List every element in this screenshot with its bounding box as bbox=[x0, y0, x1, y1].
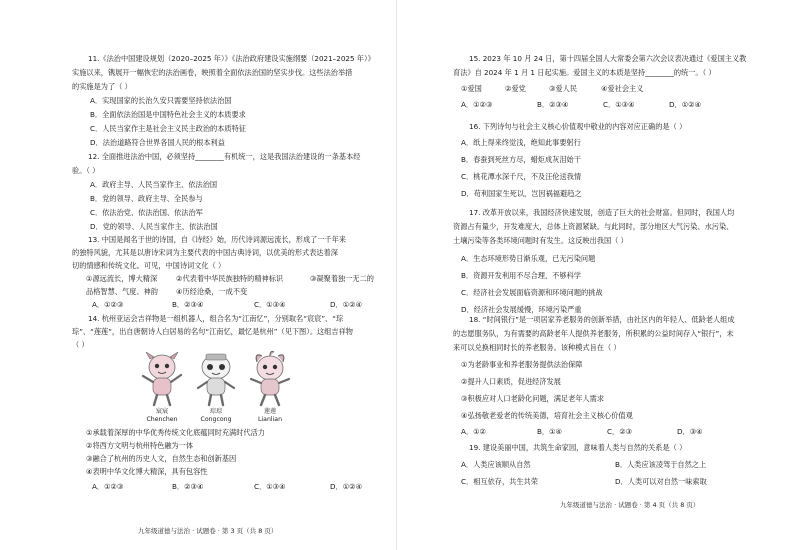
q12-line-2: 验。（ ） bbox=[72, 166, 100, 175]
q13-item-2: ②代表着中华民族独特的精神标识 bbox=[176, 274, 284, 283]
q17-option-b: B．资源开发利用不尽合理，不够科学 bbox=[461, 271, 581, 280]
q15-item-4: ④爱社会主义 bbox=[601, 84, 644, 93]
q14-item-2: ②将西方文明与杭州特色融为一体 bbox=[86, 441, 194, 450]
q14-option-d: D．①②④ bbox=[330, 482, 363, 491]
mascot-lianlian-image bbox=[244, 350, 296, 408]
q19-option-a: A．人类应该顺从自然 bbox=[461, 460, 531, 469]
q19-option-b: B．人类应该凌驾于自然之上 bbox=[615, 460, 707, 469]
q16-line-1: 16. 下列诗句与社会主义核心价值观中敬业的内容对应正确的是（ ） bbox=[469, 122, 687, 131]
q12-option-b: B．党的领导、政府主导、全民参与 bbox=[90, 194, 203, 203]
mascot-chenchen-image bbox=[136, 350, 188, 408]
q15-option-a: A．①②③ bbox=[461, 100, 493, 109]
q11-option-c: C．人民当家作主是社会主义民主政治的本质特征 bbox=[90, 124, 246, 133]
q12-option-c: C．依法治党、依法治国、依法治军 bbox=[90, 208, 203, 217]
q16-option-b: B．春蚕到死丝方尽，蜡炬成灰泪始干 bbox=[461, 155, 581, 164]
q15-line-2: 育法》自 2024 年 1 月 1 日起实施。爱国主义的本质是坚持________的统一。（ ） bbox=[453, 68, 716, 77]
q18-option-d: D．③④ bbox=[677, 427, 703, 436]
q16-option-d: D．苟利国家生死以，岂因祸福避趋之 bbox=[461, 189, 582, 198]
q14-line-1: 14. 杭州亚运会吉祥物是一组机器人，组合名为“江南忆”，分别取名“宸宸”、“琮 bbox=[88, 314, 344, 323]
q11-line-3: 的实施是为了（ ） bbox=[72, 82, 132, 91]
q15-option-d: D．①②④ bbox=[669, 100, 702, 109]
mascot-congcong-en: Congcong bbox=[200, 416, 232, 423]
mascot-chenchen-en: Chenchen bbox=[146, 416, 178, 423]
q19-line-1: 19. 建设美丽中国，共筑生命家园，意味着人类与自然的关系是（ ） bbox=[469, 443, 687, 452]
mascot-lianlian-en: Lianlian bbox=[257, 416, 283, 423]
q14-line-3: （ ） bbox=[72, 340, 89, 349]
q18-line-1: 18. “时间银行”是一项居家养老服务的创新举措，由社区内的年轻人、低龄老人组成 bbox=[469, 315, 735, 324]
mascot-congcong-image bbox=[190, 350, 242, 408]
q18-option-c: C．②③ bbox=[607, 427, 633, 436]
mascot-lianlian-cn: 莲莲 bbox=[263, 408, 277, 415]
q13-item-4: ④历经沧桑，一成不变 bbox=[176, 287, 248, 296]
q18-line-3: 来可以兑换相同时长的养老服务。该种模式旨在（ ） bbox=[453, 343, 621, 352]
q19-option-d: D．人类可以对自然一味索取 bbox=[615, 477, 707, 486]
q17-line-2: 资源占有量少，开发难度大，总体上资源紧缺。与此同时，部分地区大气污染、水污染、 bbox=[453, 222, 734, 231]
q11-line-1: 11.《法治中国建设规划（2020–2025 年）》《法治政府建设实施纲要（2021–2025 年）》 bbox=[88, 54, 375, 63]
q13-line-3: 切的情感和传统文化。可见，中国诗词文化（ ） bbox=[72, 261, 226, 270]
q17-line-1: 17. 改革开放以来，我国经济快速发展，创造了巨大的社会财富。但同时，我国人均 bbox=[469, 208, 735, 217]
q13-item-3: ③凝聚着独一无二的 bbox=[310, 274, 374, 283]
q14-option-a: A．①②③ bbox=[92, 482, 124, 491]
q11-line-2: 实施以来，镌展开一幅恢宏的法治画卷，映照着全面依法治国的坚实步伐。这些法治举措 bbox=[72, 68, 353, 77]
q13-item-1: ①源远流长，博大精深 bbox=[86, 274, 158, 283]
q14-item-4: ④表明中华文化博大精深，具有包容性 bbox=[86, 467, 208, 476]
q12-option-d: D．党的领导、人民当家作主、依法治国 bbox=[90, 222, 218, 231]
q15-option-c: C．①③④ bbox=[603, 100, 635, 109]
q18-line-2: 的志愿服务队，为有需要的高龄老年人提供养老服务，所积累的公益时间存入“银行”，未 bbox=[453, 329, 734, 338]
q17-option-a: A．生态环境形势日渐乐观，已无污染问题 bbox=[461, 254, 596, 263]
mascot-congcong-cn: 琮琮 bbox=[209, 408, 223, 415]
q16-option-c: C．桃花潭水深千尺，不及汪伦送我情 bbox=[461, 172, 582, 181]
q12-option-a: A．政府主导、人民当家作主、依法治国 bbox=[90, 180, 218, 189]
q14-option-b: B．②③④ bbox=[172, 482, 204, 491]
q13-option-c: C．①③④ bbox=[254, 300, 286, 309]
q14-option-c: C．①③④ bbox=[254, 482, 286, 491]
q15-line-1: 15. 2023 年 10 月 24 日，第十四届全国人大常委会第六次会议表决通过《爱国主义教 bbox=[469, 54, 747, 63]
q13-option-d: D．①②④ bbox=[330, 300, 363, 309]
q17-option-c: C．经济社会发展面临资源和环境问题的挑战 bbox=[461, 288, 603, 297]
q16-option-a: A．纸上得来终觉浅，绝知此事要躬行 bbox=[461, 138, 581, 147]
q14-item-1: ①承载着深厚的中华优秀传统文化底蕴同时充满时代活力 bbox=[86, 428, 265, 437]
q17-line-3: 土壤污染等各类环境问题时有发生。这反映出我国（ ） bbox=[453, 236, 628, 245]
q11-option-b: B．全面依法治国是中国特色社会主义的本质要求 bbox=[90, 110, 246, 119]
q13-option-b: B．②③④ bbox=[172, 300, 204, 309]
q15-item-1: ①爱国 bbox=[461, 84, 482, 93]
q15-item-2: ②爱党 bbox=[505, 84, 526, 93]
left-page-footer: 九年级道德与法治 · 试题卷 · 第 3 页（共 8 页） bbox=[138, 527, 278, 535]
right-page bbox=[397, 0, 794, 550]
q17-option-d: D．经济社会发展缓慢，环境污染严重 bbox=[461, 305, 582, 314]
q11-option-d: D．法治道路符合世界各国人民的根本利益 bbox=[90, 138, 225, 147]
q13-line-2: 的独特风貌，尤其是以唐诗宋词为主要代表的中国古典诗词，以优美的形式表达着深 bbox=[72, 248, 338, 257]
q15-item-3: ③爱人民 bbox=[549, 84, 578, 93]
q13-line-1: 13. 中国是闻名于世的诗国，自《诗经》始，历代诗词源远流长，形成了一千年来 bbox=[88, 235, 347, 244]
q15-option-b: B．②③④ bbox=[537, 100, 569, 109]
q11-option-a: A．实现国家的长治久安只需要坚持依法治国 bbox=[90, 96, 232, 105]
q18-item-1: ①为老龄事业和养老服务提供法治保障 bbox=[461, 360, 583, 369]
q14-item-3: ③融合了杭州的历史人文，自然生态和创新基因 bbox=[86, 454, 237, 463]
q18-option-a: A．①② bbox=[461, 427, 486, 436]
q18-item-3: ③积极应对人口老龄化问题，满足老年人需求 bbox=[461, 394, 605, 403]
q13-item-3-cont: 品格智慧、气度、神韵 bbox=[86, 287, 158, 296]
q18-item-4: ④弘扬敬老爱老的传统美德，培育社会主义核心价值观 bbox=[461, 411, 633, 420]
q19-option-c: C．相互依存，共生共荣 bbox=[461, 477, 538, 486]
q18-option-b: B．①④ bbox=[537, 427, 563, 436]
right-page-footer: 九年级道德与法治 · 试题卷 · 第 4 页（共 8 页） bbox=[560, 501, 700, 509]
q14-line-2: 琮”、“莲莲”，出自唐朝诗人白居易的名句“江南忆，最忆是杭州”（见下图）。这组吉祥物 bbox=[72, 327, 353, 336]
q13-option-a: A．①②③ bbox=[92, 300, 124, 309]
q12-line-1: 12. 全面推进法治中国，必须坚持________有机统一，这是我国法治建设的一条基本经 bbox=[88, 152, 361, 161]
mascot-chenchen-cn: 宸宸 bbox=[155, 408, 169, 415]
q18-item-2: ②提升人口素质，促进经济发展 bbox=[461, 377, 561, 386]
